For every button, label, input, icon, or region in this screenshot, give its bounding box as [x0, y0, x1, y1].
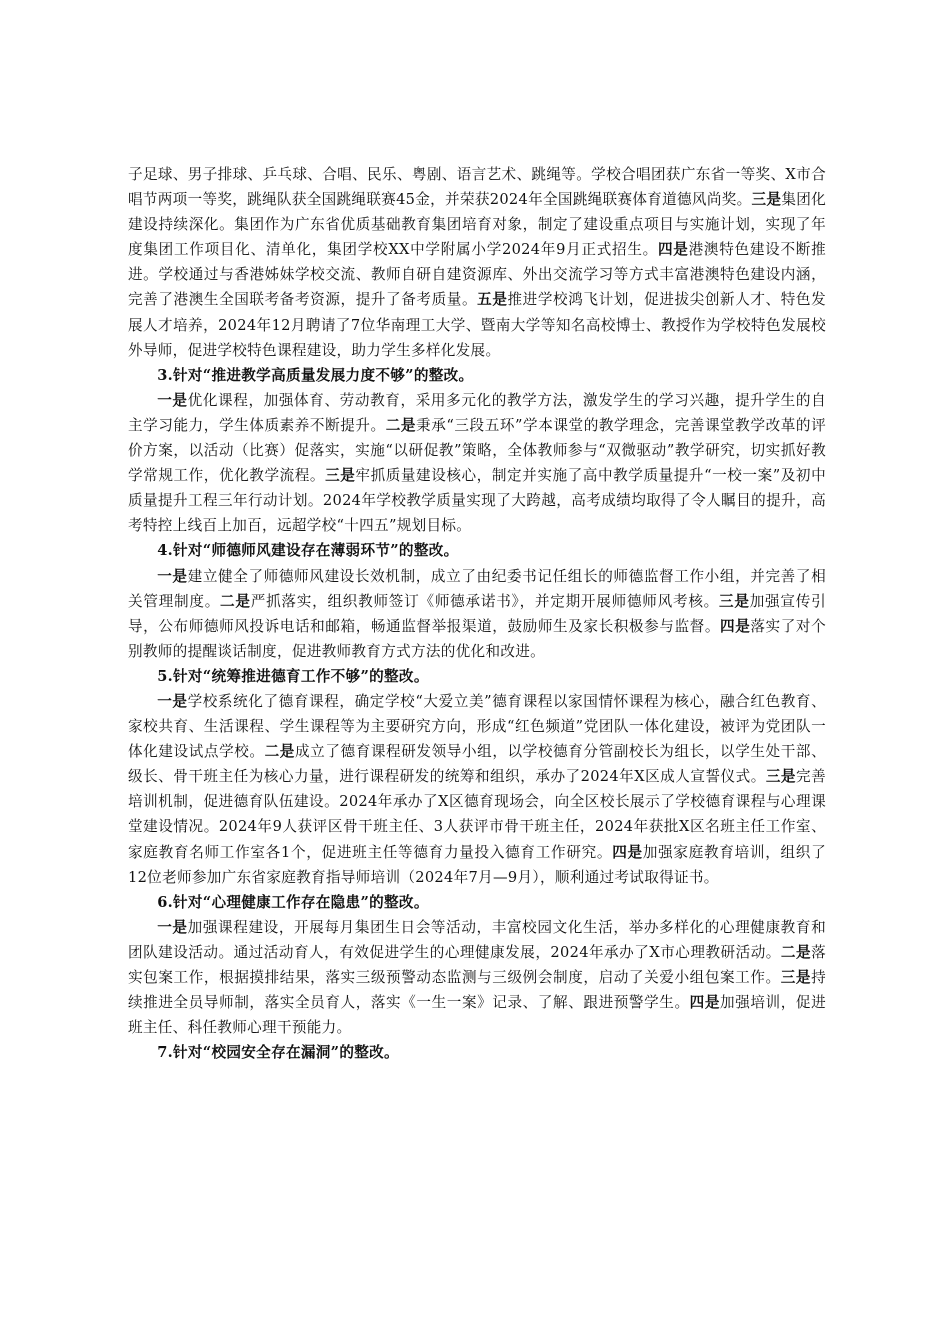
paragraph-text: 完善培训机制，促进德育队伍建设。2024年承办了X区德育现场会，向全区校长展示了学校德育课程与心理课堂建设情况。2024年9人获评区骨干班主任、3人获评市骨干班主任，2024年获批X区名班主任工作室、家庭教育名师工作室各1个，促进班主任等德育力量投入德育工作研究。	[128, 768, 826, 861]
paragraph-text: 加强培训，促进班主任、科任教师心理干预能力。	[128, 994, 826, 1037]
paragraph-text: 成立了德育课程研发领导小组，以学校德育分管副校长为组长，以学生处干部、级长、骨干班主任为核心力量，进行课程研发的统筹和组织，承办了2024年X区成人宣誓仪式。	[128, 743, 826, 786]
enumeration-marker: 一是	[157, 692, 188, 710]
paragraph-text: 子足球、男子排球、乒乓球、合唱、民乐、粤剧、语言艺术、跳绳等。学校合唱团获广东省一等奖、X市合唱节两项一等奖，跳绳队获全国跳绳联赛45金，并荣获2024年全国跳绳联赛体育道德风尚奖。	[128, 166, 826, 209]
enumeration-marker: 五是	[477, 291, 508, 309]
paragraph-text: 落实包案工作，根据摸排结果，落实三级预警动态监测与三级例会制度，启动了关爱小组包案工作。	[128, 943, 826, 986]
paragraph-text: 牢抓质量建设核心，制定并实施了高中教学质量提升“一校一案”及初中质量提升工程三年行动计划。2024年学校教学质量实现了大跨越，高考成绩均取得了令人瞩目的提升，高考特控上线百上加百，远超学校“十四五”规划目标。	[128, 467, 826, 535]
section-heading: 3.针对“推进教学高质量发展力度不够”的整改。	[157, 366, 474, 384]
enumeration-marker: 一是	[157, 918, 188, 936]
enumeration-marker: 一是	[157, 567, 188, 585]
document-page	[128, 162, 826, 1065]
paragraph-text: 集团化建设持续深化。集团作为广东省优质基础教育集团培育对象，制定了建设重点项目与实施计划，实现了年度集团工作项目化、清单化，集团学校XX中学附属小学2024年9月正式招生。	[128, 191, 826, 259]
enumeration-marker: 四是	[612, 843, 643, 861]
body-paragraph	[128, 388, 826, 539]
paragraph-text: 加强家庭教育培训，组织了12位老师参加广东省家庭教育指导师培训（2024年7月—9月），顺利通过考试取得证书。	[128, 843, 826, 886]
enumeration-marker: 二是	[385, 416, 417, 434]
paragraph-text: 秉承“三段五环”学本课堂的教学理念，完善课堂教学改革的评价方案，以活动（比赛）促落实，实施“以研促教”策略，全体教师参与“双微驱动”教学研究，切实抓好教学常规工作，优化教学流程。	[128, 416, 826, 485]
paragraph-text: 优化课程，加强体育、劳动教育，采用多元化的教学方法，激发学生的学习兴趣，提升学生的自主学习能力，学生体质素养不断提升。	[128, 391, 826, 434]
paragraph-text: 推进学校鸿飞计划，促进拔尖创新人才、特色发展人才培养，2024年12月聘请了7位华南理工大学、暨南大学等知名高校博士、教授作为学校特色发展校外导师，促进学校特色课程建设，助力学生多样化发展。	[128, 291, 826, 359]
paragraph-text: 持续推进全员导师制，落实全员育人，落实《一生一案》记录、了解、跟进预警学生。	[128, 969, 827, 1012]
enumeration-marker: 二是	[264, 743, 295, 761]
enumeration-marker: 四是	[720, 617, 751, 635]
enumeration-marker: 三是	[780, 969, 812, 986]
enumeration-marker: 三是	[325, 467, 356, 485]
paragraph-text: 建立健全了师德师风建设长效机制，成立了由纪委书记任组长的师德监督工作小组，并完善了相关管理制度。	[128, 567, 826, 610]
paragraph-text: 加强课程建设，开展每月集团生日会等活动，丰富校园文化生活，举办多样化的心理健康教育和团队建设活动。通过活动育人，有效促进学生的心理健康发展，2024年承办了X市心理教研活动。	[128, 918, 826, 961]
body-paragraph	[128, 162, 826, 363]
body-paragraph	[128, 564, 826, 664]
section-heading: 7.针对“校园安全存在漏洞”的整改。	[157, 1044, 399, 1062]
enumeration-marker: 三是	[765, 768, 797, 786]
paragraph-text: 学校系统化了德育课程，确定学校“大爱立美”德育课程以家国情怀课程为核心，融合红色教育、家校共育、生活课程、学生课程等为主要研究方向，形成“红色频道”党团队一体化建设，被评为党团队一体化建设试点学校。	[128, 692, 826, 761]
paragraph-text: 港澳特色建设不断推进。学校通过与香港姊妹学校交流、教师自研自建资源库、外出交流学习等方式丰富港澳特色建设内涵，完善了港澳生全国联考备考资源，提升了备考质量。	[128, 241, 827, 309]
enumeration-marker: 二是	[780, 943, 812, 961]
section-heading: 5.针对“统筹推进德育工作不够”的整改。	[157, 667, 429, 685]
enumeration-marker: 四是	[657, 241, 689, 259]
section-heading: 4.针对“师德师风建设存在薄弱环节”的整改。	[157, 542, 459, 560]
enumeration-marker: 二是	[220, 592, 251, 610]
enumeration-marker: 三是	[719, 592, 750, 610]
paragraph-text: 严抓落实，组织教师签订《师德承诺书》，并定期开展师德师风考核。	[250, 592, 720, 610]
enumeration-marker: 三是	[751, 191, 782, 209]
body-paragraph	[128, 689, 826, 890]
body-paragraph	[128, 915, 826, 1040]
paragraph-text: 加强宣传引导，公布师德师风投诉电话和邮箱，畅通监督举报渠道，鼓励师生及家长积极参与监督。	[128, 592, 826, 635]
enumeration-marker: 四是	[689, 994, 721, 1012]
paragraph-text: 落实了对个别教师的提醒谈话制度，促进教师教育方式方法的优化和改进。	[128, 617, 826, 660]
section-heading: 6.针对“心理健康工作存在隐患”的整改。	[157, 893, 429, 911]
enumeration-marker: 一是	[157, 391, 188, 409]
